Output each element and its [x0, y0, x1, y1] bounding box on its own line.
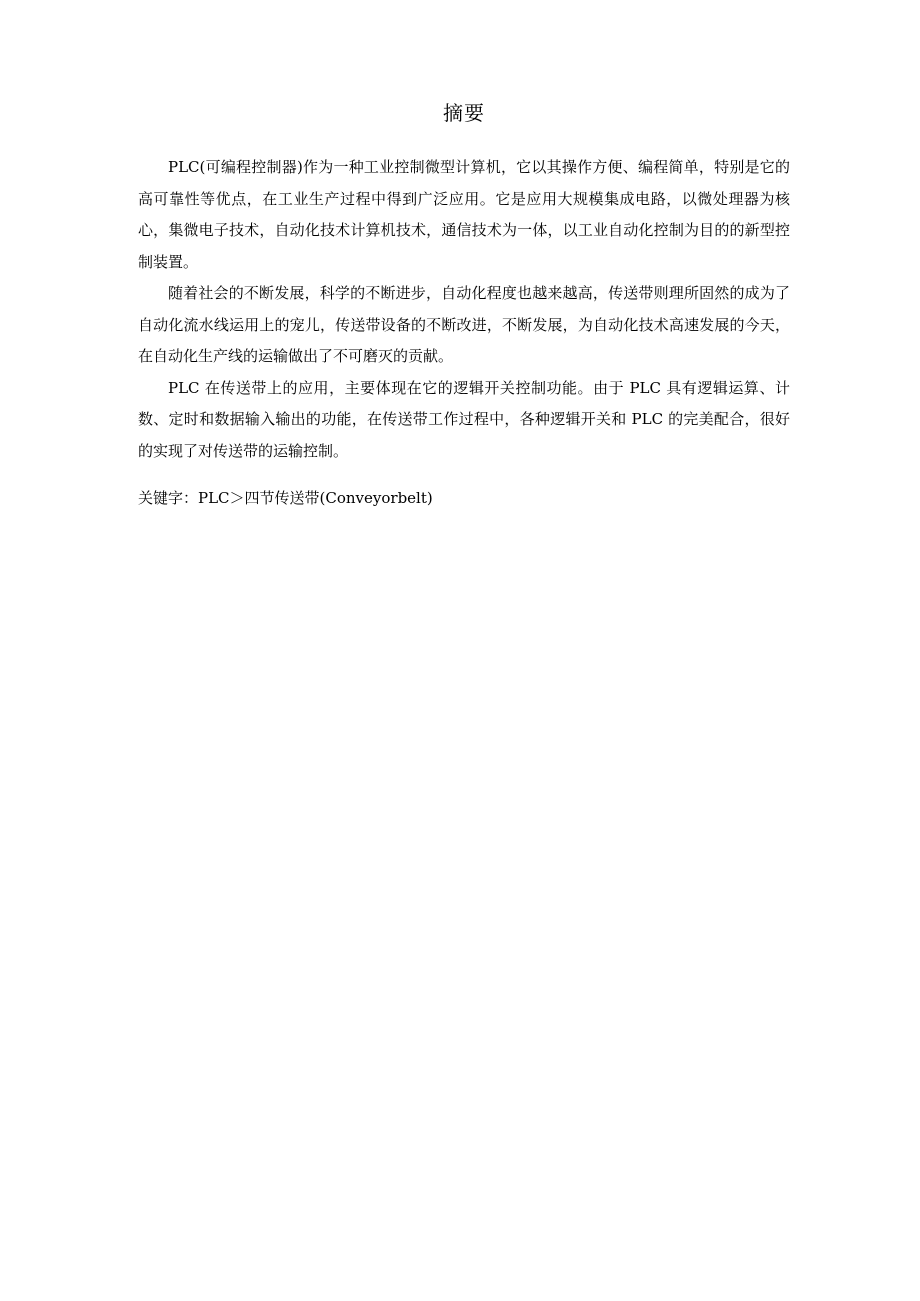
- abstract-paragraph-1: PLC(可编程控制器)作为一种工业控制微型计算机，它以其操作方便、编程简单，特别是它的高可靠性等优点，在工业生产过程中得到广泛应用。它是应用大规模集成电路，以微处理器为核心，集微电子技术，自动化技术计算机技术，通信技术为一体，以工业自动化控制为目的的新型控制装置。: [138, 158, 790, 271]
- abstract-title: 摘要: [443, 101, 485, 125]
- abstract-section: [138, 96, 790, 515]
- abstract-paragraph-3: PLC 在传送带上的应用，主要体现在它的逻辑开关控制功能。由于 PLC 具有逻辑运算、计数、定时和数据输入输出的功能，在传送带工作过程中，各种逻辑开关和 PLC 的完美配合，很好的实现了对传送带的运输控制。: [138, 378, 790, 460]
- abstract-paragraph-2: 随着社会的不断发展，科学的不断进步，自动化程度也越来越高，传送带则理所固然的成为了自动化流水线运用上的宠儿，传送带设备的不断改进，不断发展，为自动化技术高速发展的今天，在自动化生产线的运输做出了不可磨灭的贡献。: [138, 284, 790, 365]
- keywords-line: 关键字：PLC＞四节传送带(Conveyorbelt): [138, 489, 433, 507]
